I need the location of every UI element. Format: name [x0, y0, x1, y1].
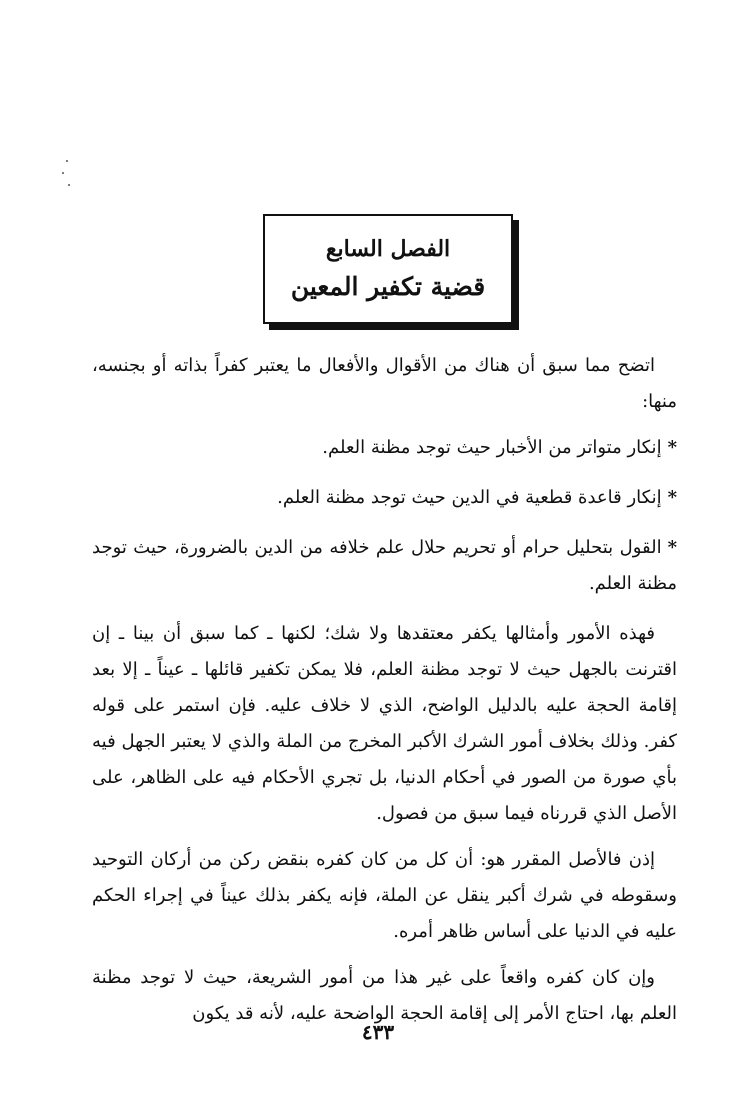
bullet-asterisk-icon: *	[667, 487, 677, 508]
page-number: ٤٣٣	[361, 1020, 395, 1044]
intro-paragraph: اتضح مما سبق أن هناك من الأقوال والأفعال ما يعتبر كفراً بذاته أو بجنسه، منها:	[92, 355, 677, 412]
bullet-asterisk-icon: *	[667, 537, 677, 558]
bullet-item-1	[92, 430, 677, 466]
bullet-item-3	[92, 530, 677, 602]
bullet-text: القول بتحليل حرام أو تحريم حلال علم خلافه من الدين بالضرورة، حيث توجد مظنة العلم.	[92, 537, 677, 594]
bullet-asterisk-icon: *	[667, 437, 677, 458]
bullet-item-2	[92, 480, 677, 516]
paragraph: وإن كان كفره واقعاً على غير هذا من أمور الشريعة، حيث لا توجد مظنة العلم بها، احتاج الأمر إلى إقامة الحجة الواضحة عليه، لأنه قد يكون	[92, 967, 677, 1024]
title-box-frame	[263, 214, 513, 324]
paragraph: إذن فالأصل المقرر هو: أن كل من كان كفره بنقض ركن من أركان التوحيد وسقوطه في شرك أكبر ينقل عن الملة، فإنه يكفر بذلك عيناً في إجراء الحكم عليه في الدنيا على أساس ظاهر أمره.	[92, 849, 677, 942]
bullet-text: إنكار متواتر من الأخبار حيث توجد مظنة العلم.	[322, 437, 662, 458]
scan-specks	[62, 160, 72, 190]
chapter-title: الفصل السابع	[325, 236, 451, 262]
chapter-title-box	[263, 214, 515, 328]
body-text	[92, 348, 677, 1042]
chapter-subject: قضية تكفير المعين	[290, 272, 486, 301]
bullet-text: إنكار قاعدة قطعية في الدين حيث توجد مظنة العلم.	[277, 487, 662, 508]
paragraph: فهذه الأمور وأمثالها يكفر معتقدها ولا شك؛ لكنها ـ كما سبق أن بينا ـ إن اقترنت بالجهل حيث لا توجد مظنة العلم، فلا يمكن تكفير قائلها ـ عيناً ـ إلا بعد إقامة الحجة عليه بالدليل الواضح، الذي لا خلاف عليه. فإن استمر على قوله كفر. وذلك بخلاف أمور الشرك الأكبر المخرج من الملة والذي لا يعتبر الجهل فيه بأي صورة من الصور في أحكام الدنيا، بل تجري الأحكام فيه على الظاهر، على الأصل الذي قررناه فيما سبق من فصول.	[92, 623, 677, 824]
